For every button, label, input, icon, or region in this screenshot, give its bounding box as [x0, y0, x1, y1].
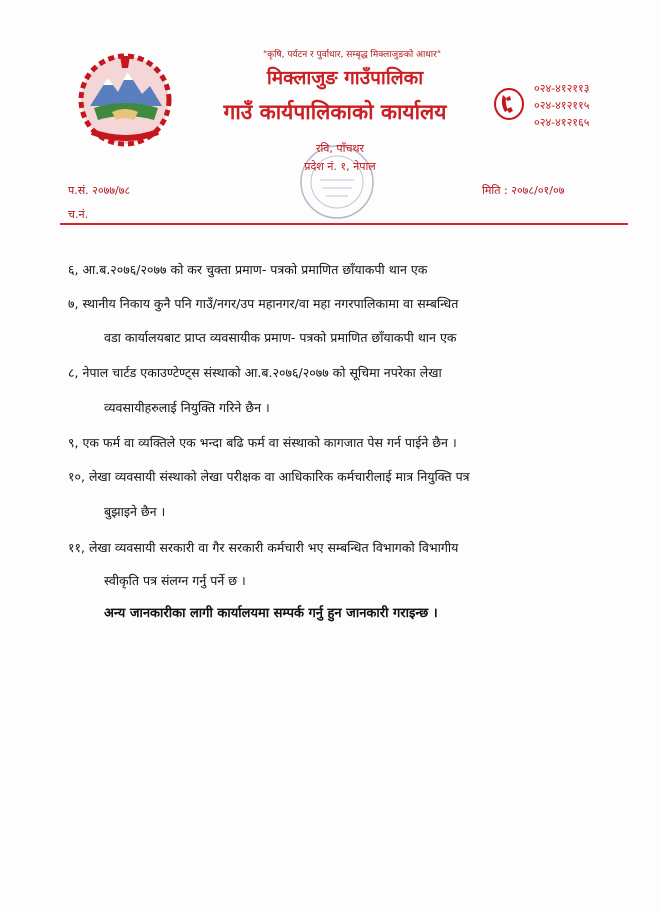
municipality-name: मिक्लाजुङ गाउँपालिका: [266, 67, 424, 89]
telephone-icon: [493, 87, 525, 121]
dispatch-number: च.नं.: [68, 208, 89, 221]
nepal-government-emblem-icon: [70, 48, 180, 148]
item-line: व्यवसायीहरुलाई नियुक्ति गरिने छैन ।: [104, 400, 270, 415]
item-line: स्वीकृति पत्र संलग्न गर्नु पर्ने छ ।: [104, 573, 246, 588]
phone-numbers: [534, 80, 589, 131]
item-line: ६, आ.ब.२०७६/२०७७ को कर चुक्ता प्रमाण- पत्रको प्रमाणित छाँयाकपी थान एक: [68, 262, 428, 277]
item-line: ७, स्थानीय निकाय कुनै पनि गाउँ/नगर/उप महानगर/वा महा नगरपालिकामा वा सम्बन्धित: [68, 296, 459, 311]
item-line: ११, लेखा व्यवसायी सरकारी वा गैर सरकारी कर्मचारी भए सम्बन्धित विभागको विभागीय: [68, 540, 459, 555]
item-line: १०, लेखा व्यवसायी संस्थाको लेखा परीक्षक वा आधिकारिक कर्मचारीलाई मात्र नियुक्ति पत्र: [68, 469, 470, 484]
reference-number: प.सं. २०७७/७८: [68, 184, 131, 197]
item-line: ९, एक फर्म वा व्यक्तिले एक भन्दा बढि फर्म वा संस्थाको कागजात पेस गर्न पाईने छैन ।: [68, 435, 457, 450]
closing-statement: अन्य जानकारीका लागी कार्यालयमा सम्पर्क गर्नु हुन जानकारी गराइन्छ ।: [104, 606, 438, 621]
item-line: वडा कार्यालयबाट प्राप्त व्यवसायीक प्रमाण- पत्रको प्रमाणित छाँयाकपी थान एक: [104, 330, 457, 345]
item-line: ८, नेपाल चार्टड एकाउण्टेण्ट्स संस्थाको आ.ब.२०७६/२०७७ को सूचिमा नपरेका लेखा: [68, 365, 442, 380]
address-line-1: रवि, पाँचथर: [315, 142, 365, 155]
address-line-2: प्रदेश नं. १, नेपाल: [304, 160, 376, 173]
office-name: गाउँ कार्यपालिकाको कार्यालय: [223, 100, 447, 124]
phone-number: ०२४-४१२११५: [534, 99, 590, 112]
phone-number: ०२४-४१२११३: [534, 82, 590, 95]
header-divider: [60, 223, 628, 225]
phone-number: ०२४-४१२१६५: [534, 116, 590, 129]
letter-date: मिति : २०७८/०१/०७: [482, 184, 565, 197]
item-line: बुझाइने छैन ।: [104, 504, 166, 519]
motto-text: "कृषि, पर्यटन र पुर्वाधार, सम्बृद्ध मिक्लाजुङको आधार": [263, 50, 441, 60]
